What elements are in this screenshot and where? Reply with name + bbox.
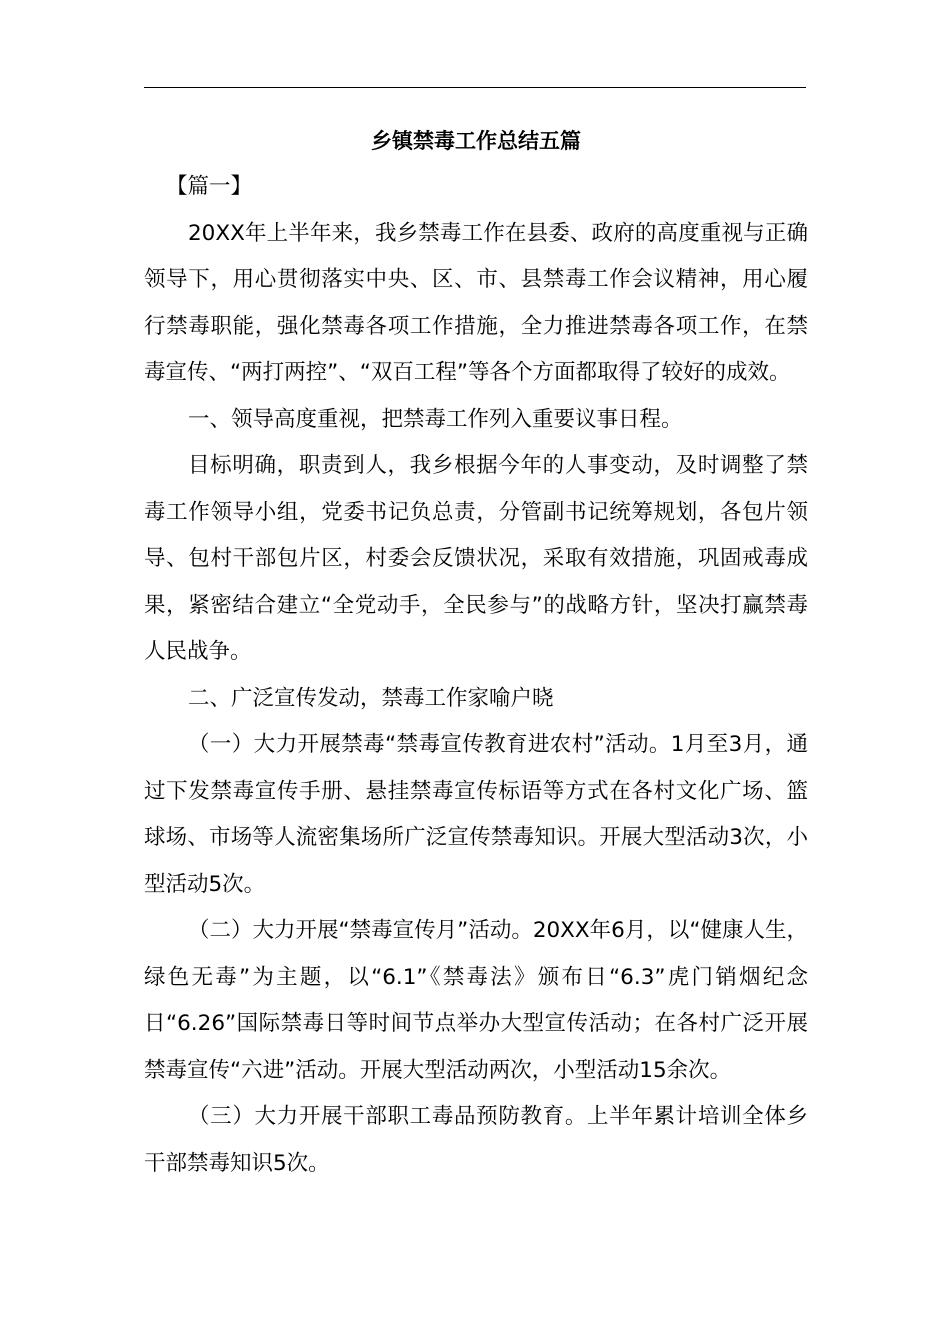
paragraph-staff-education: （三）大力开展干部职工毒品预防教育。上半年累计培训全体乡干部禁毒知识5次。 — [144, 1104, 808, 1176]
section-marker: 【篇一】 — [166, 174, 253, 199]
paragraph-rural-campaign: （一）大力开展禁毒“禁毒宣传教育进农村”活动。1月至3月，通过下发禁毒宣传手册、悬挂禁毒宣传标语等方式在各村文化广场、篮球场、市场等人流密集场所广泛宣传禁毒知识。开展大型活动3次，小型活动5次。 — [144, 732, 808, 897]
heading-leadership: 一、领导高度重视，把禁毒工作列入重要议事日程。 — [188, 406, 683, 432]
document-title: 乡镇禁毒工作总结五篇 — [371, 129, 581, 153]
header-rule — [144, 87, 806, 88]
paragraph-leadership: 目标明确，职责到人，我乡根据今年的人事变动，及时调整了禁毒工作领导小组，党委书记负总责，分管副书记统筹规划，各包片领导、包村干部包片区，村委会反馈状况，采取有效措施，巩固戒毒成果，紧密结合建立“全党动手，全民参与”的战略方针，坚决打赢禁毒人民战争。 — [144, 453, 808, 664]
document-body — [144, 118, 808, 1187]
paragraph-intro: 20XX年上半年来，我乡禁毒工作在县委、政府的高度重视与正确领导下，用心贯彻落实中央、区、市、县禁毒工作会议精神，用心履行禁毒职能，强化禁毒各项工作措施，全力推进禁毒各项工作，在禁毒宣传、“两打两控”、“双百工程”等各个方面都取得了较好的成效。 — [144, 220, 808, 385]
paragraph-awareness-month: （二）大力开展“禁毒宣传月”活动。20XX年6月，以“健康人生，绿色无毒”为主题，以“6.1”《禁毒法》颁布日“6.3”虎门销烟纪念日“6.26”国际禁毒日等时间节点举办大型宣传活动；在各村广泛开展禁毒宣传“六进”活动。开展大型活动两次，小型活动15余次。 — [144, 918, 808, 1083]
heading-publicity: 二、广泛宣传发动，禁毒工作家喻户晓 — [188, 685, 554, 711]
